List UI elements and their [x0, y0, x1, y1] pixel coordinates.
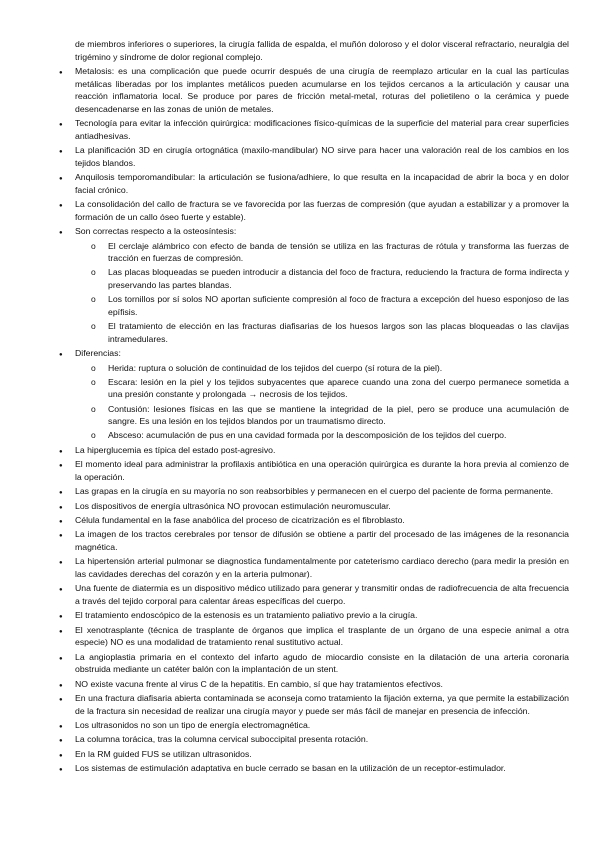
- sub-list-item-text: El cerclaje alámbrico con efecto de banda de tensión se utiliza en las fracturas de rótula y transforma las fuerzas de tracción en fuerzas de compresión.: [108, 240, 569, 264]
- sub-list-item-text: Absceso: acumulación de pus en una cavidad formada por la descomposición de los tejidos del cuerpo.: [108, 430, 507, 441]
- bullet-icon: ●: [59, 767, 63, 774]
- list-item: [0, 733, 569, 746]
- list-item-continuation: [0, 38, 569, 63]
- list-item: [0, 528, 569, 553]
- list-item: [0, 692, 569, 717]
- list-item-text: En la RM guided FUS se utilizan ultrasonidos.: [75, 748, 252, 759]
- list-item-text: Anquilosis temporomandibular: la articulación se fusiona/adhiere, lo que resulta en la incapacidad de abrir la boca y en dolor facial crónico.: [75, 172, 569, 195]
- list-item-text: La columna torácica, tras la columna cervical suboccipital presenta rotación.: [75, 734, 369, 745]
- list-item-text: El xenotrasplante (técnica de trasplante de órganos que implica el trasplante de un órgano de una especie animal a otra especie) NO es una modalidad de tratamiento renal sustitutivo actual.: [75, 624, 569, 648]
- bullet-icon: ●: [59, 738, 63, 745]
- bullet-icon: ●: [59, 533, 63, 540]
- list-item-text: La angioplastia primaria en el contexto del infarto agudo de miocardio consiste en la dilatación de una arteria coronaria obstruida mediante un catéter balón con la implantación de un stent.: [75, 651, 569, 675]
- circle-bullet-icon: o: [91, 362, 96, 373]
- list-item: [0, 225, 569, 345]
- list-item-text: Los dispositivos de energía ultrasónica NO provocan estimulación neuromuscular.: [75, 500, 391, 511]
- list-item-text: Célula fundamental en la fase anabólica del proceso de cicatrización es el fibroblasto.: [75, 514, 405, 525]
- list-item: [0, 624, 569, 649]
- list-item-text: NO existe vacuna frente al virus C de la hepatitis. En cambio, sí que hay tratamientos efectivos.: [75, 678, 443, 689]
- list-item: [0, 678, 569, 691]
- list-item-text: La imagen de los tractos cerebrales por tensor de difusión se obtiene a partir del procesado de las imágenes de la resonancia magnética.: [75, 529, 569, 552]
- bullet-icon: ●: [59, 560, 63, 567]
- list-item: [0, 444, 569, 457]
- sub-list-item-text: Las placas bloqueadas se pueden introducir a distancia del foco de fractura, reduciendo la fractura de forma indirecta y preservando las partes blandas.: [108, 267, 569, 291]
- bullet-icon: ●: [59, 230, 63, 237]
- circle-bullet-icon: o: [91, 430, 96, 441]
- bullet-icon: ●: [59, 504, 63, 511]
- list-item-text: Una fuente de diatermia es un dispositivo médico utilizado para generar y transmitir ondas de radiofrecuencia de alta frecuencia a través del tejido corporal para calentar áreas específicas del cuerpo.: [75, 583, 569, 606]
- list-item: [0, 651, 569, 676]
- bullet-icon: ●: [59, 518, 63, 525]
- list-item: [0, 555, 569, 580]
- list-item: [0, 117, 569, 142]
- bullet-icon: ●: [59, 752, 63, 759]
- list-item: [0, 719, 569, 732]
- list-item-text: El tratamiento endoscópico de la estenosis es un tratamiento paliativo previo a la cirugía.: [75, 610, 418, 621]
- list-item: [0, 748, 569, 761]
- circle-bullet-icon: o: [91, 240, 96, 251]
- list-item-text: Son correctas respecto a la osteosíntesis:: [75, 226, 237, 237]
- sub-list-item: [75, 403, 569, 428]
- bullet-icon: ●: [59, 697, 63, 703]
- bullet-icon: ●: [59, 614, 63, 621]
- bullet-icon: ●: [59, 149, 63, 156]
- bullet-icon: ●: [59, 203, 63, 210]
- sub-list-item: [75, 376, 569, 401]
- list-item-text: La hiperglucemia es típica del estado post-agresivo.: [75, 444, 276, 455]
- sub-bullet-list: [75, 362, 569, 442]
- list-item-text: Los ultrasonidos no son un tipo de energía electromagnética.: [75, 719, 311, 730]
- bullet-icon: ●: [59, 352, 63, 359]
- bullet-icon: ●: [59, 69, 63, 76]
- list-item: [0, 347, 569, 442]
- list-item: [0, 198, 569, 223]
- bullet-icon: ●: [59, 448, 63, 455]
- list-item-text: La planificación 3D en cirugía ortognática (maxilo-mandibular) NO sirve para hacer una valoración real de los cambios en los tejidos blandos.: [75, 145, 569, 168]
- circle-bullet-icon: o: [91, 376, 96, 387]
- list-item: [0, 762, 569, 775]
- sub-list-item: [75, 240, 569, 265]
- circle-bullet-icon: o: [91, 321, 96, 332]
- circle-bullet-icon: o: [91, 403, 96, 414]
- sub-list-item: [75, 429, 569, 442]
- main-bullet-list: [0, 65, 569, 775]
- list-item: [0, 458, 569, 483]
- sub-list-item: [75, 266, 569, 291]
- sub-list-item-text: Escara: lesión en la piel y los tejidos subyacentes que aparece cuando una zona del cuerpo permanece sometida a una presión constante y prolongada → necrosis de los tejidos.: [108, 376, 569, 400]
- list-item-text: Metalosis: es una complicación que puede ocurrir después de una cirugía de reemplazo articular en la cual las partículas metálicas liberadas por los implantes metálicos pueden acumularse en los tejidos cercanos a la articulación y causar una reacción inflamatoria local. Se produce por pares de fricción metal-metal, roturas del polietileno o la cerámica y puede desencadenarse en las zonas de unión de metales.: [75, 65, 569, 114]
- sub-list-item-text: El tratamiento de elección en las fracturas diafisarias de los huesos largos son las placas bloqueadas o las clavijas intramedulares.: [108, 321, 569, 344]
- bullet-icon: ●: [59, 490, 63, 497]
- bullet-icon: ●: [59, 463, 63, 470]
- sub-bullet-list: [75, 240, 569, 346]
- list-item-text: El momento ideal para administrar la profilaxis antibiótica en una operación quirúrgica es durante la hora previa al comienzo de la operación.: [75, 459, 569, 482]
- bullet-icon: ●: [59, 655, 63, 662]
- list-item: [0, 485, 569, 498]
- bullet-icon: ●: [59, 682, 63, 689]
- bullet-icon: ●: [59, 628, 63, 635]
- list-item: [0, 514, 569, 527]
- sub-list-item: [75, 320, 569, 345]
- bullet-icon: ●: [59, 122, 63, 129]
- list-item-text: Tecnología para evitar la infección quirúrgica: modificaciones físico-químicas de la superficie del material para crear superficies antiadhesivas.: [75, 118, 569, 141]
- list-item-text: Los sistemas de estimulación adaptativa en bucle cerrado se basan en la utilización de un receptor-estimulador.: [75, 763, 506, 774]
- list-item: [0, 65, 569, 115]
- list-item: [0, 609, 569, 622]
- list-item-text: Las grapas en la cirugía en su mayoría no son reabsorbibles y permanecen en el cuerpo del paciente de forma permanente.: [75, 486, 554, 497]
- list-item: [0, 171, 569, 196]
- list-item-text: En una fractura diafisaria abierta contaminada se aconseja como tratamiento la fijación externa, ya que permite la estabilización de la fractura sin necesidad de realizar una cirugía mayor y puede ser más fácil de manejar en presencia de infección.: [75, 693, 569, 716]
- list-item-text: La consolidación del callo de fractura se ve favorecida por las fuerzas de compresión (que ayudan a estabilizar y a promover la formación de un callo óseo fuerte y estable).: [75, 199, 569, 222]
- sub-list-item: [75, 362, 569, 375]
- list-item: [0, 144, 569, 169]
- bullet-list: [0, 38, 569, 63]
- list-item: [0, 582, 569, 607]
- sub-list-item: [75, 293, 569, 318]
- sub-list-item-text: Herida: ruptura o solución de continuidad de los tejidos del cuerpo (sí rotura de la piel).: [108, 362, 443, 373]
- bullet-icon: ●: [59, 176, 63, 183]
- bullet-icon: ●: [59, 723, 63, 730]
- list-item-text: La hipertensión arterial pulmonar se diagnostica fundamentalmente por cateterismo cardiaco derecho (para medir la presión en las cavidades derechas del corazón y en la arteria pulmonar).: [75, 556, 569, 579]
- list-item: [0, 500, 569, 513]
- list-item-text: Diferencias:: [75, 348, 121, 359]
- sub-list-item-text: Contusión: lesiones físicas en las que se mantiene la integridad de la piel, pero se produce una acumulación de sangre. Es una lesión en los tejidos blandos por un traumatismo directo.: [108, 403, 569, 427]
- bullet-icon: ●: [59, 587, 63, 594]
- sub-list-item-text: Los tornillos por sí solos NO aportan suficiente compresión al foco de fractura a excepción del hueso esponjoso de las epífisis.: [108, 294, 569, 317]
- continuation-text: de miembros inferiores o superiores, la cirugía fallida de espalda, el muñón doloroso y el dolor visceral refractario, neuralgia del trigémino y síndrome de dolor regional complejo.: [75, 39, 569, 62]
- circle-bullet-icon: o: [91, 294, 96, 305]
- circle-bullet-icon: o: [91, 267, 96, 278]
